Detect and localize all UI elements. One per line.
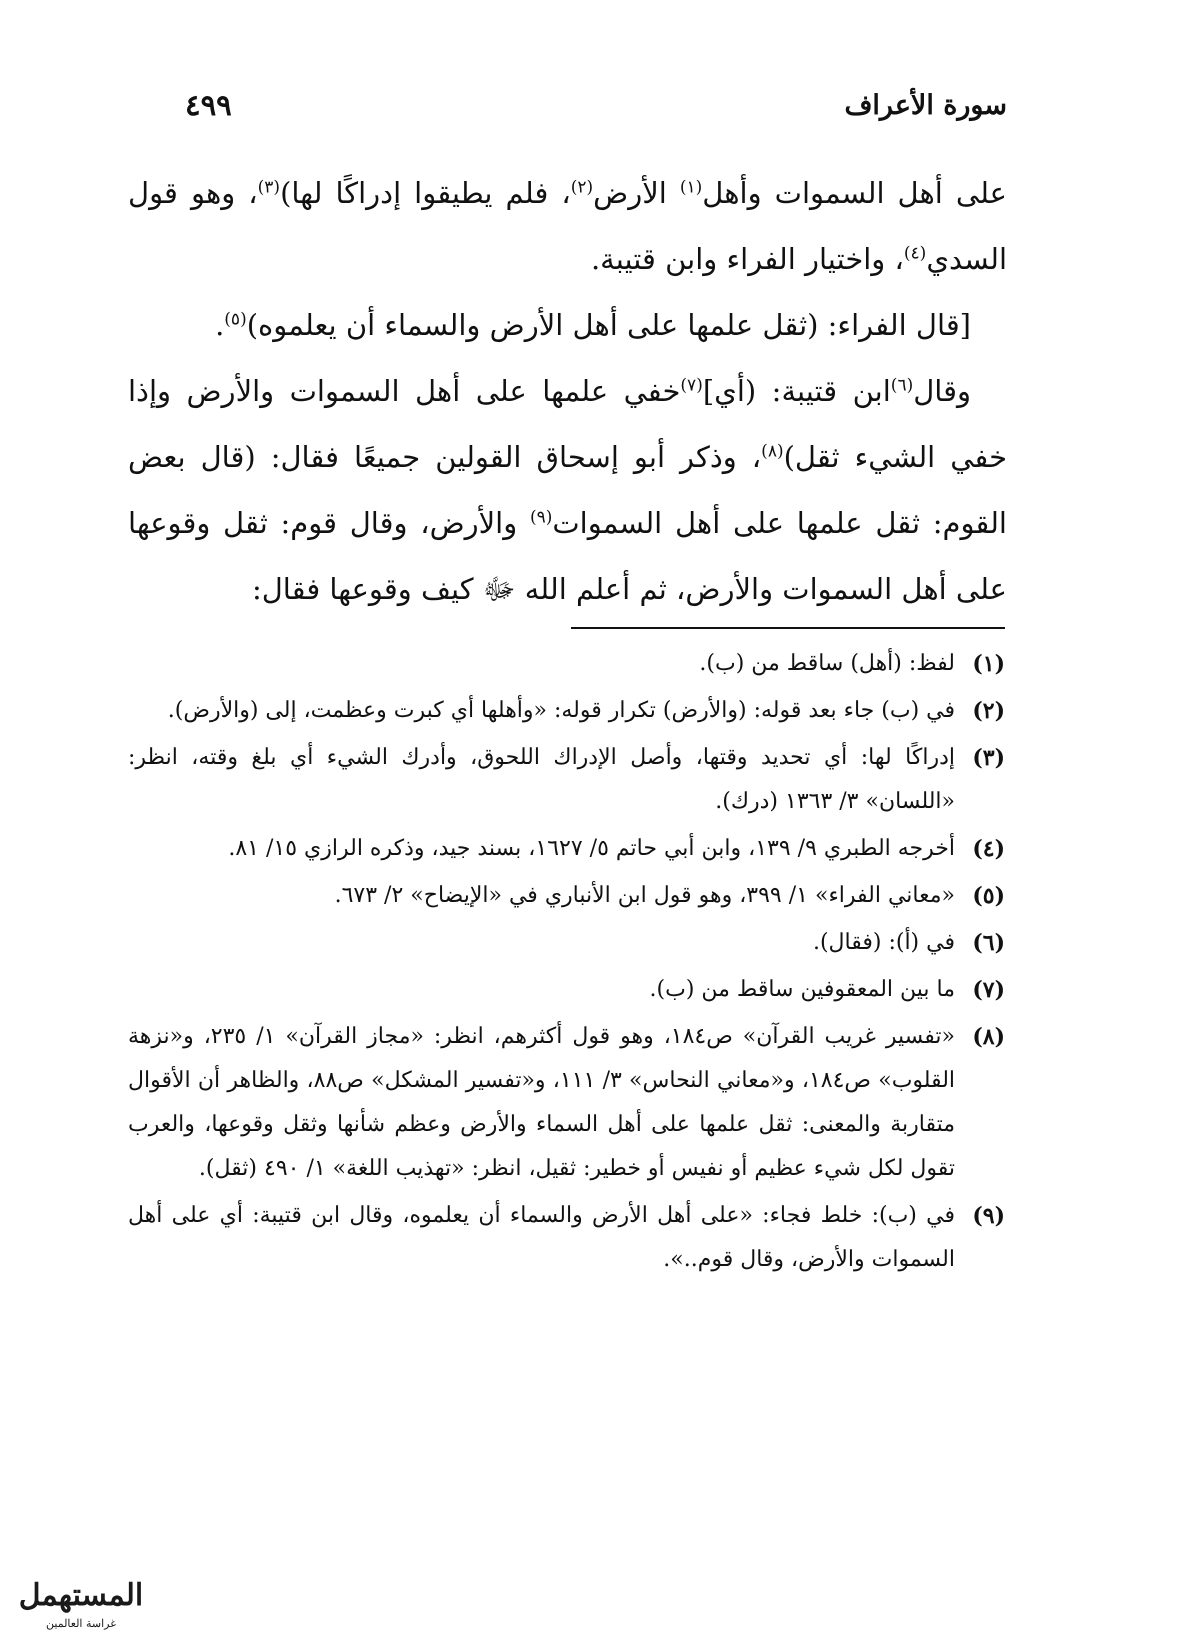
footnote-marker: (٤) [903,243,927,264]
text-run: [قال الفراء: (ثقل علمها على أهل الأرض والسماء أن يعلموه) [246,308,971,342]
footnote-text: في (أ): (فقال). [812,930,955,955]
footnote-item [128,921,1005,965]
footnote-marker: (٨) [761,441,784,462]
text-run: الأرض [593,176,680,210]
footnote-number: (٩) [972,1203,1005,1229]
text-run: على أهل السموات وأهل [702,176,1007,210]
footnote-divider [571,627,1005,629]
footnote-item [128,874,1005,918]
surah-title: سورة الأعراف [844,89,1007,121]
footnote-number: (٦) [972,930,1005,956]
main-paragraph [128,358,1007,622]
footnote-item [128,642,1005,686]
footnote-number: (٥) [972,883,1005,909]
logo-main-text: المستهمل [18,1578,144,1613]
footnote-marker: (٩) [529,507,553,528]
footnote-text: أخرجه الطبري ٩/ ١٣٩، وابن أبي حاتم ٥/ ١٦٢٧، بسند جيد، وذكره الرازي ١٥/ ٨١. [228,836,955,861]
footnote-marker: (٢) [570,177,594,198]
publisher-logo-icon [16,1565,146,1635]
page-number: ٤٩٩ [185,88,232,122]
footnote-item [128,689,1005,733]
text-run: ، فلم يطيقوا إدراكًا لها) [280,176,571,210]
text-run: وقال [913,374,971,408]
footnote-text: في (ب) جاء بعد قوله: (والأرض) تكرار قوله: «وأهلها أي كبرت وعظمت، إلى (والأرض). [167,698,955,723]
text-run: ابن قتيبة: (أي] [702,374,891,408]
footnote-text: في (ب): خلط فجاء: «على أهل الأرض والسماء أن يعلموه، وقال ابن قتيبة: أي على أهل السموات والأرض، وقال قوم..». [128,1203,955,1272]
text-run: والأرض، وقال قوم: ثقل وقوعها على أهل السموات والأرض، ثم أعلم الله ﷻ كيف وقوعها فقال: [128,506,1007,606]
footnote-number: (٤) [972,836,1005,862]
main-paragraph [128,160,1007,292]
logo-sub-text: غراسة العالمين [46,1617,116,1630]
footnote-item [128,968,1005,1012]
text-run: ، واختيار الفراء وابن قتيبة. [590,242,904,276]
footnote-marker: (٧) [680,375,703,396]
footnote-number: (٣) [972,745,1005,771]
footnote-number: (٨) [972,1024,1005,1050]
page-header [185,80,1007,130]
footnote-item [128,1194,1005,1282]
footnotes [128,642,1005,1285]
footnote-number: (٧) [972,977,1005,1003]
footnote-marker: (٥) [224,309,247,330]
footnote-item [128,827,1005,871]
footnote-item [128,1015,1005,1191]
main-text [128,160,1007,622]
text-run: خفي علمها على أهل السموات والأرض وإذا خفي الشيء ثقل) [128,374,1007,474]
text-run: . [215,308,225,342]
footnote-text: ما بين المعقوفين ساقط من (ب). [649,977,955,1002]
text-run: ، وهو قول السدي [128,176,1007,276]
footnote-marker: (٣) [257,177,281,198]
footnote-item [128,736,1005,824]
footnote-text: إدراكًا لها: أي تحديد وقتها، وأصل الإدراك اللحوق، وأدرك الشيء أي بلغ وقته، انظر: «اللسان» ٣/ ١٣٦٣ (درك). [128,745,955,814]
footnote-number: (٢) [972,698,1005,724]
footnote-marker: (١) [679,177,703,198]
footnote-marker: (٦) [890,375,914,396]
footnote-text: لفظ: (أهل) ساقط من (ب). [699,651,955,676]
text-run: ، وذكر أبو إسحاق القولين جميعًا فقال: (قال بعض القوم: ثقل علمها على أهل السموات [128,440,1007,540]
footnote-text: «تفسير غريب القرآن» ص١٨٤، وهو قول أكثرهم، انظر: «مجاز القرآن» ١/ ٢٣٥، و«نزهة القلوب» ص١٨٤، و«معاني النحاس» ٣/ ١١١، و«تفسير المشكل» ص٨٨، والظاهر أن الأقوال متقاربة والمعنى: ثقل علمها على أهل السماء والأرض وعظم شأنها وثقل وقوعها، والعرب تقول لكل شيء عظيم أو نفيس أو خطير: ثقيل، انظر: «تهذيب اللغة» ١/ ٤٩٠ (ثقل). [128,1024,956,1181]
main-paragraph [128,292,1007,358]
footnote-number: (١) [972,651,1005,677]
footnote-text: «معاني الفراء» ١/ ٣٩٩، وهو قول ابن الأنباري في «الإيضاح» ٢/ ٦٧٣. [334,883,955,908]
